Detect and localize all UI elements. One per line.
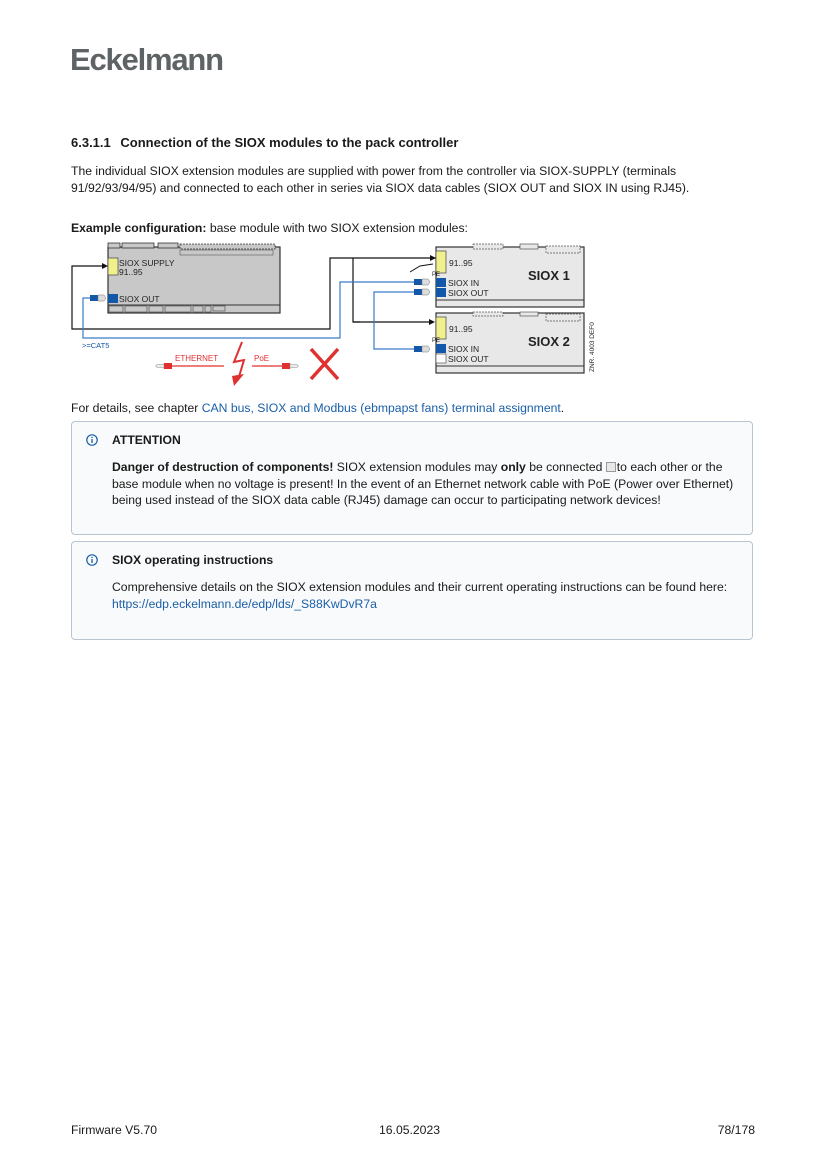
- svg-text:PE: PE: [432, 338, 441, 344]
- siox2-title: SIOX 2: [528, 334, 570, 349]
- details-paragraph: For details, see chapter CAN bus, SIOX and Modbus (ebmpapst fans) terminal assignment.: [71, 401, 565, 415]
- attention-body: Danger of destruction of components! SIOX extension modules may only be connected to each other or the base module when no voltage is present! In the event of an Ethernet network cable with PoE (Power over Ethernet) being used instead of the SIOX data cable (RJ45) damage can occur to participating network devices!: [112, 460, 734, 507]
- poe-label: PoE: [254, 354, 270, 363]
- siox-instructions-notice: [71, 541, 753, 640]
- base-module: [108, 243, 280, 313]
- example-paragraph: [71, 220, 761, 237]
- terminal-assignment-link[interactable]: CAN bus, SIOX and Modbus (ebmpapst fans) terminal assignment: [201, 401, 561, 415]
- siox2-out-label: SIOX OUT: [448, 354, 489, 364]
- siox-wiring-diagram: [68, 242, 608, 387]
- siox2-in-label: SIOX IN: [448, 344, 480, 354]
- forbidden-x-icon: [311, 349, 338, 379]
- section-number: 6.3.1.1: [71, 135, 111, 150]
- siox-instructions-body: Comprehensive details on the SIOX extension modules and their current operating instructions can be found here: https://edp.eckelmann.de/edp/lds/_S88KwDvR7a: [112, 580, 728, 611]
- example-text: base module with two SIOX extension modules:: [206, 221, 468, 235]
- intro-paragraph: The individual SIOX extension modules are supplied with power from the controller via SIOX-SUPPLY (terminals 91/92/93/94/95) and connected to each other in series via SIOX data cables (SIOX OUT and SIOX IN using RJ45).: [71, 164, 690, 195]
- section-heading: [71, 135, 458, 150]
- info-icon: [86, 554, 98, 566]
- siox1-title: SIOX 1: [528, 268, 570, 283]
- svg-text:91..95: 91..95: [449, 324, 473, 334]
- attention-title: ATTENTION: [112, 433, 181, 447]
- siox1-in-label: SIOX IN: [448, 278, 480, 288]
- footer-date: 16.05.2023: [379, 1123, 440, 1137]
- base-out-label: SIOX OUT: [119, 294, 160, 304]
- footer-page-number: 78/178: [717, 1123, 755, 1137]
- example-label: Example configuration:: [71, 221, 207, 235]
- siox1-out-label: SIOX OUT: [448, 288, 489, 298]
- poe-warning: [156, 342, 338, 386]
- eckelmann-logo: Eckelmann: [70, 42, 223, 77]
- edp-download-link[interactable]: https://edp.eckelmann.de/edp/lds/_S88KwDvR7a: [112, 596, 377, 611]
- base-supply-label: SIOX SUPPLY: [119, 258, 175, 268]
- attention-notice: [71, 421, 753, 535]
- ethernet-label: ETHERNET: [175, 354, 219, 363]
- siox2-module: [432, 312, 584, 373]
- svg-text:91..95: 91..95: [119, 267, 143, 277]
- cable-spec-label: >=CAT5: [82, 341, 110, 350]
- siox-instructions-title: SIOX operating instructions: [112, 553, 274, 567]
- section-title: Connection of the SIOX modules to the pack controller: [120, 135, 459, 150]
- drawing-id: ZNR. 4003 DEF0: [589, 322, 596, 372]
- svg-text:PE: PE: [432, 272, 441, 278]
- footer-firmware: Firmware V5.70: [71, 1123, 158, 1137]
- inline-image-icon: [606, 462, 616, 472]
- info-icon: [86, 434, 98, 446]
- svg-text:91..95: 91..95: [449, 258, 473, 268]
- siox1-module: [432, 244, 584, 307]
